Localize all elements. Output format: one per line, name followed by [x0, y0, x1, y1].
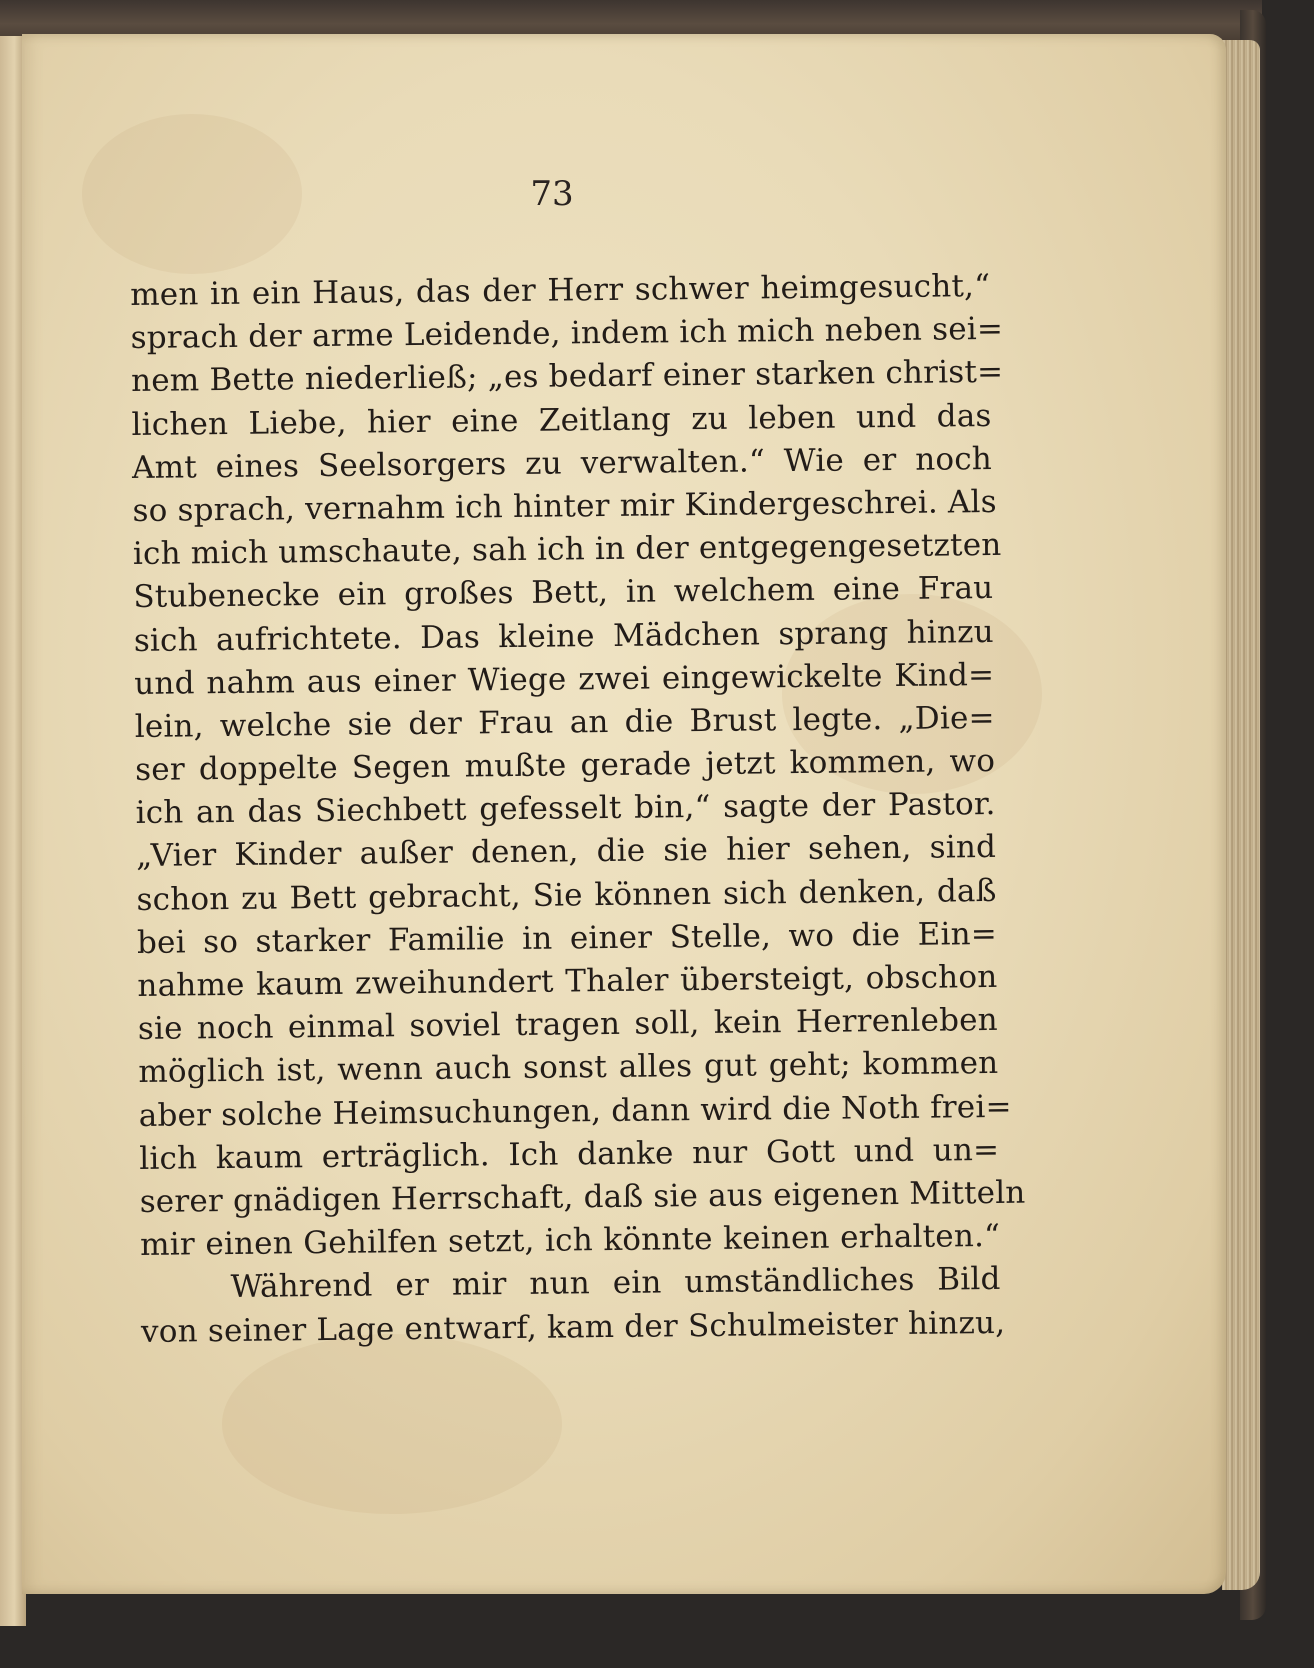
text-line: und nahm aus einer Wiege zwei eingewickelte Kind= [134, 656, 995, 702]
text-line: Stubenecke ein großes Bett, in welchem eine Frau [133, 570, 994, 616]
book-page [22, 34, 1226, 1594]
text-line: Amt eines Seelsorgers zu verwalten.“ Wie er noch [131, 440, 993, 486]
text-line: Während er mir nun ein umständliches Bild [230, 1261, 1001, 1306]
body-text [130, 265, 1026, 1354]
paper-stain [222, 1334, 562, 1514]
text-line: lich kaum erträglich. Ich danke nur Gott und un= [139, 1131, 1000, 1177]
text-line: lichen Liebe, hier eine Zeitlang zu leben und das [131, 397, 992, 443]
text-line: lein, welche sie der Frau an die Brust legte. „Die= [134, 699, 995, 745]
page-number: 73 [530, 174, 574, 214]
text-line: sich aufrichtete. Das kleine Mädchen sprang hinzu [133, 613, 994, 659]
text-line: ser doppelte Segen mußte gerade jetzt kommen, wo [135, 743, 996, 789]
page-edges [1222, 40, 1260, 1590]
text-line: mir einen Gehilfen setzt, ich könnte keinen erhalten.“ [139, 1218, 1001, 1264]
text-line: schon zu Bett gebracht, Sie können sich denken, daß [136, 872, 997, 918]
text-line: nem Bette niederließ; „es bedarf einer starken christ= [130, 354, 1004, 400]
text-line: men in ein Haus, das der Herr schwer heimgesucht,“ [130, 267, 991, 313]
text-line: „Vier Kinder außer denen, die sie hier sehen, sind [135, 829, 997, 875]
text-line: serer gnädigen Herrschaft, daß sie aus eigenen Mitteln [139, 1174, 1026, 1220]
text-line: sprach der arme Leidende, indem ich mich neben sei= [130, 311, 1004, 357]
text-line: ich mich umschaute, sah ich in der entgegengesetzten [132, 527, 1002, 573]
text-line: möglich ist, wenn auch sonst alles gut geht; kommen [138, 1045, 999, 1091]
text-line: sie noch einmal soviel tragen soll, kein Herrenleben [137, 1002, 999, 1048]
paper-stain [82, 114, 302, 274]
text-line: ich an das Siechbett gefesselt bin,“ sagte der Pastor. [135, 786, 996, 832]
text-line: von seiner Lage entwarf, kam der Schulmeister hinzu, [140, 1304, 1006, 1350]
text-line: so sprach, vernahm ich hinter mir Kindergeschrei. Als [132, 483, 997, 529]
text-line: nahme kaum zweihundert Thaler übersteigt, obschon [137, 958, 998, 1004]
text-line: bei so starker Familie in einer Stelle, wo die Ein= [136, 915, 998, 961]
text-line: aber solche Heimsuchungen, dann wird die Noth frei= [138, 1088, 1012, 1134]
